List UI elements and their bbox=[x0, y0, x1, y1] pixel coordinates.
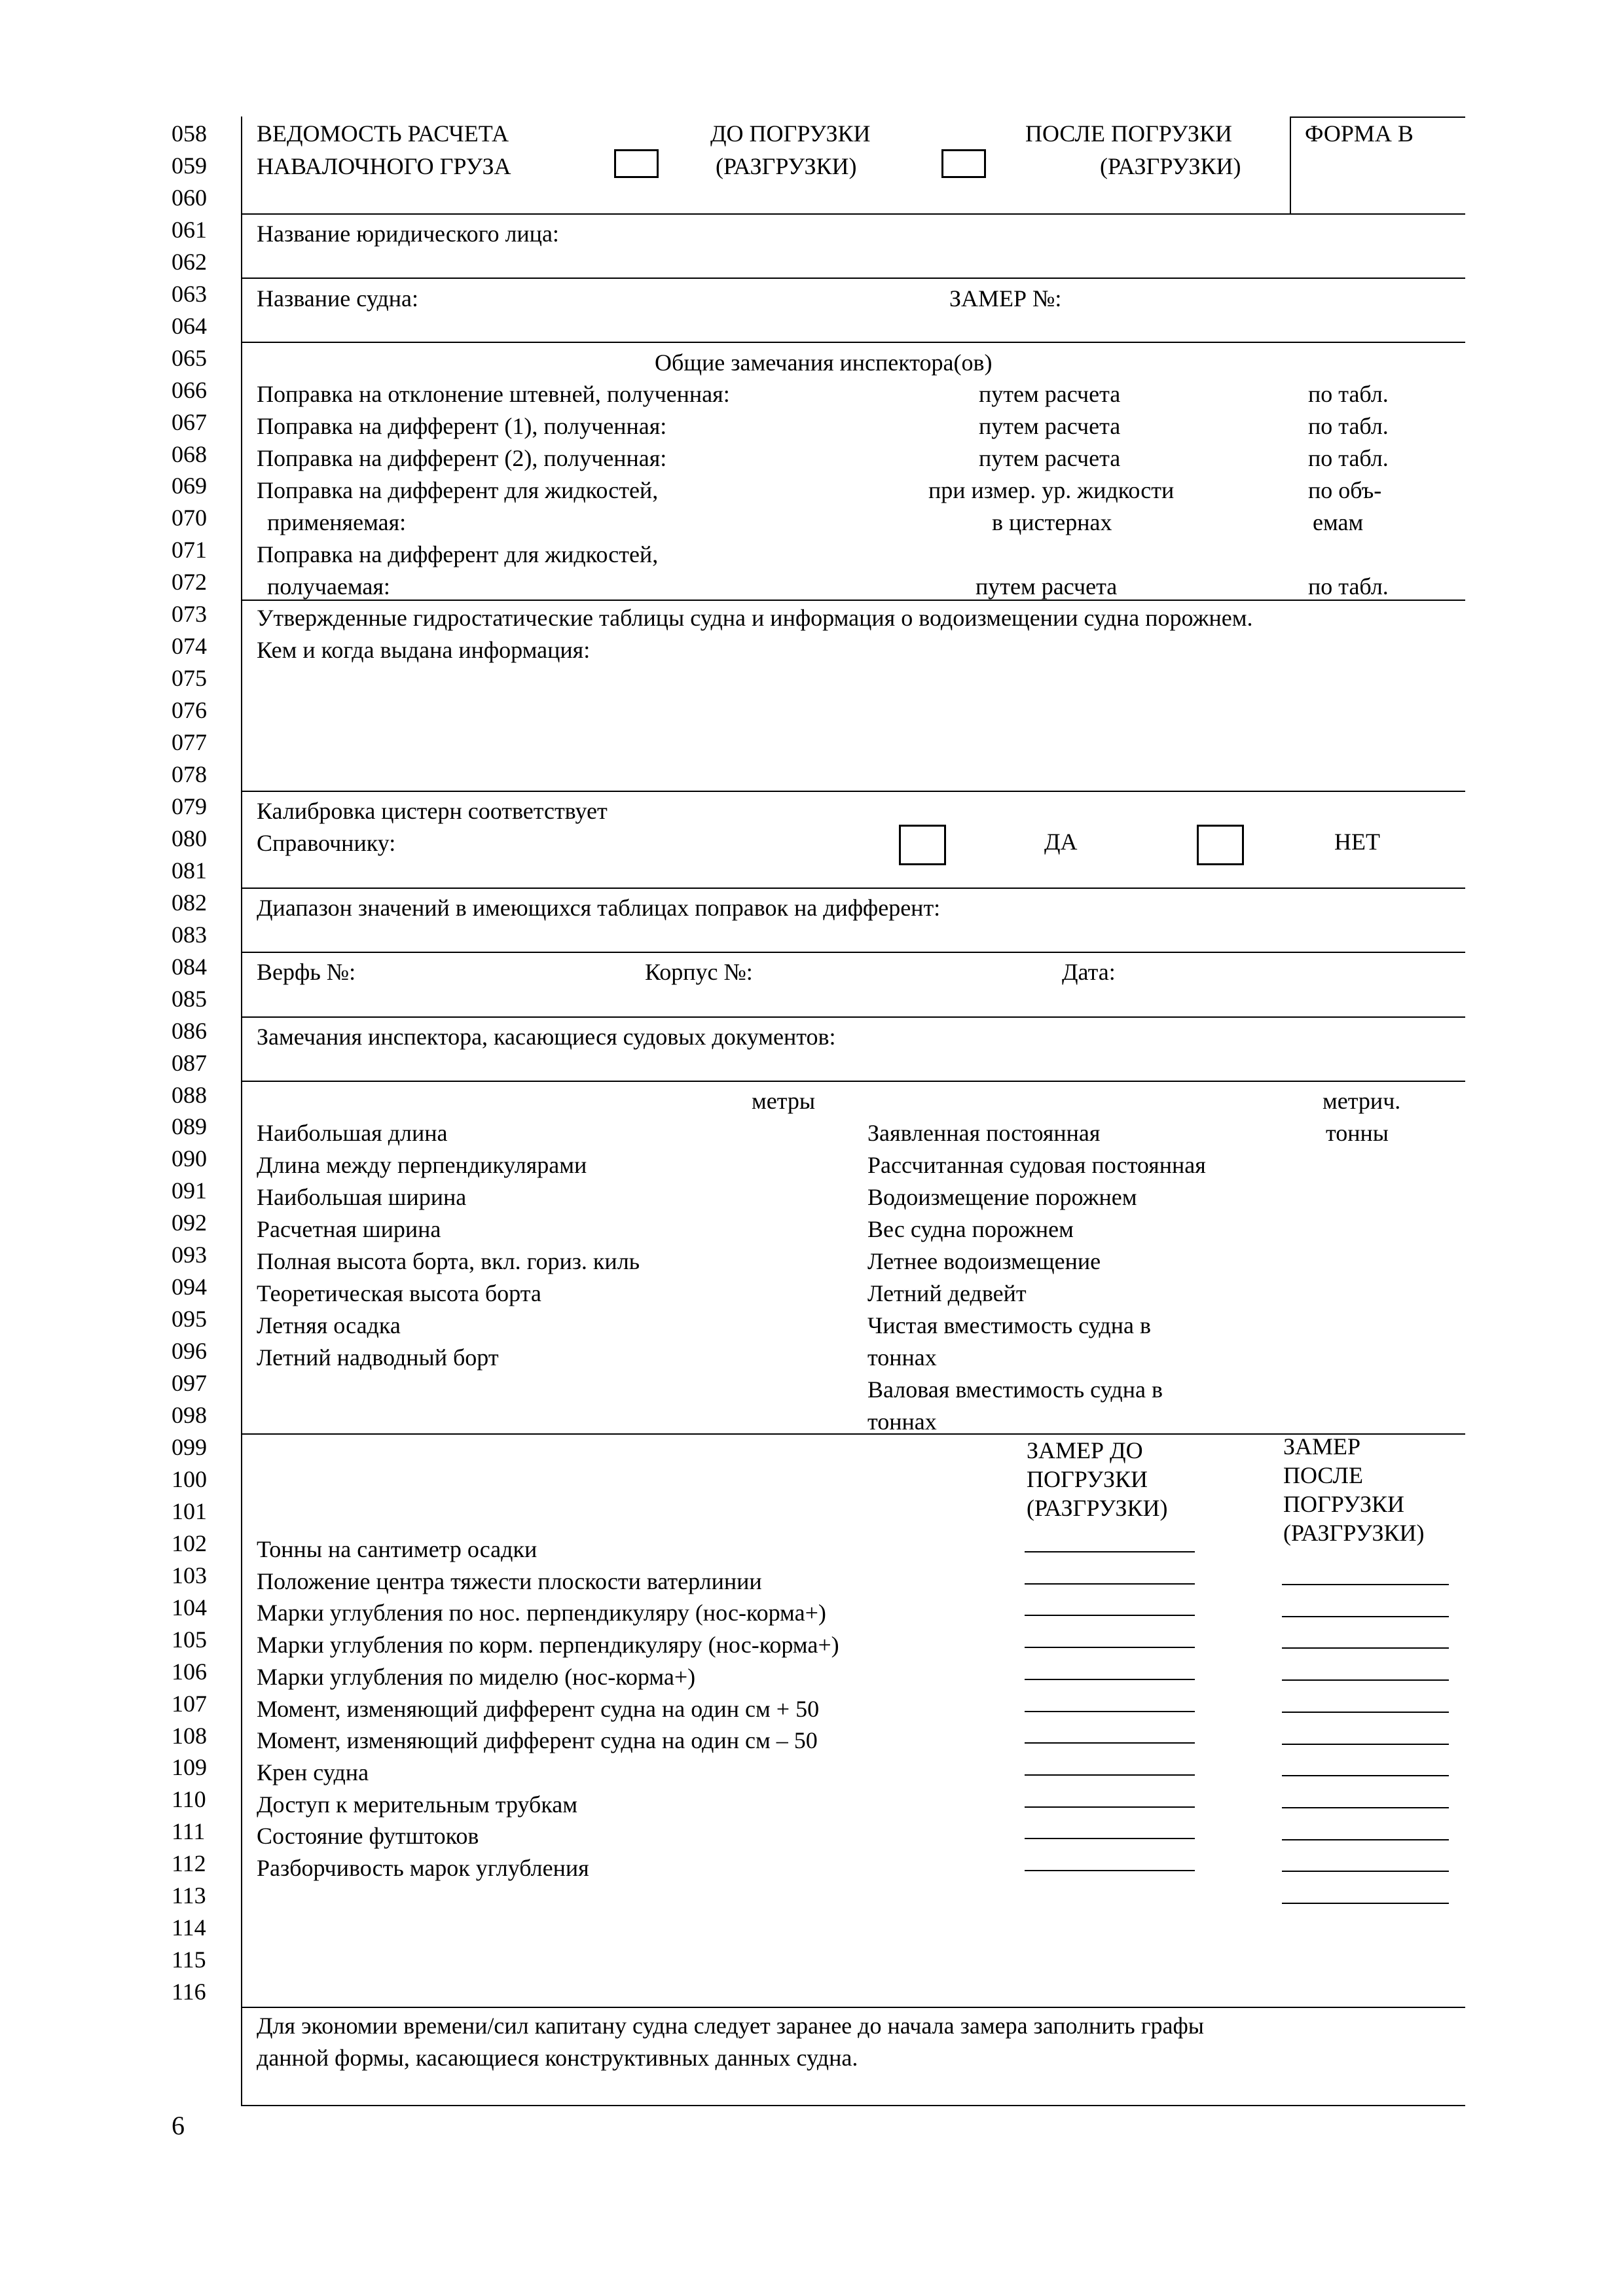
line-number: 068 bbox=[172, 440, 207, 467]
footer-note: данной формы, касающиеся конструктивных данных судна. bbox=[257, 2045, 858, 2071]
survey-item: Марки углубления по миделю (нос-корма+) bbox=[257, 1663, 696, 1690]
line-number: 070 bbox=[172, 505, 207, 531]
liquid-trim-applied-method: в цистернах bbox=[992, 509, 1112, 535]
line-number: 087 bbox=[172, 1049, 207, 1076]
rule bbox=[241, 2007, 1465, 2008]
tonnes-header: тонны bbox=[1326, 1120, 1389, 1146]
correction-label: Поправка на дифферент (2), полученная: bbox=[257, 445, 667, 471]
line-number: 083 bbox=[172, 921, 207, 948]
survey-item: Положение центра тяжести плоскости ватерлинии bbox=[257, 1568, 762, 1594]
liquid-trim-applied-label: Поправка на дифферент для жидкостей, bbox=[257, 477, 659, 503]
line-number: 075 bbox=[172, 665, 207, 692]
survey-before-blank[interactable] bbox=[1025, 1679, 1195, 1680]
line-number: 113 bbox=[172, 1882, 206, 1909]
meters-header: метры bbox=[752, 1088, 816, 1114]
survey-before-blank[interactable] bbox=[1025, 1615, 1195, 1616]
after-loading-label: (РАЗГРУЗКИ) bbox=[1100, 153, 1241, 179]
line-number: 114 bbox=[172, 1914, 206, 1941]
weight-item: Чистая вместимость судна в bbox=[867, 1312, 1151, 1338]
form-cell-divider bbox=[1290, 117, 1291, 213]
rule bbox=[241, 278, 1465, 279]
survey-before-blank[interactable] bbox=[1025, 1711, 1195, 1712]
rule bbox=[241, 952, 1465, 953]
line-number: 084 bbox=[172, 953, 207, 980]
dimension-item: Летний надводный борт bbox=[257, 1344, 499, 1371]
line-number: 061 bbox=[172, 216, 207, 243]
survey-after-header-line: ПОСЛЕ bbox=[1283, 1462, 1363, 1488]
rule bbox=[241, 791, 1465, 792]
correction-table: по табл. bbox=[1308, 413, 1389, 439]
line-number: 108 bbox=[172, 1722, 207, 1749]
line-number: 072 bbox=[172, 569, 207, 596]
yes-checkbox[interactable] bbox=[899, 825, 946, 865]
inspector-remarks-title: Общие замечания инспектора(ов) bbox=[655, 350, 993, 376]
survey-after-blank[interactable] bbox=[1282, 1775, 1449, 1776]
rule bbox=[241, 1016, 1465, 1018]
survey-before-blank[interactable] bbox=[1025, 1774, 1195, 1776]
survey-before-header-line: ЗАМЕР ДО bbox=[1027, 1437, 1143, 1463]
dimension-item: Длина между перпендикулярами bbox=[257, 1152, 587, 1178]
line-number: 116 bbox=[172, 1979, 206, 2005]
line-number: 063 bbox=[172, 280, 207, 307]
weight-item: Рассчитанная судовая постоянная bbox=[867, 1152, 1206, 1178]
weight-item: Заявленная постоянная bbox=[867, 1120, 1101, 1146]
line-number: 065 bbox=[172, 344, 207, 371]
no-checkbox[interactable] bbox=[1197, 825, 1244, 865]
line-number: 076 bbox=[172, 697, 207, 724]
rule bbox=[241, 213, 1465, 215]
weight-item: Валовая вместимость судна в bbox=[867, 1376, 1163, 1403]
rule bbox=[1290, 117, 1465, 118]
line-number: 090 bbox=[172, 1145, 207, 1172]
survey-item: Доступ к мерительным трубкам bbox=[257, 1791, 578, 1818]
line-number: 096 bbox=[172, 1338, 207, 1365]
correction-table: по табл. bbox=[1308, 445, 1389, 471]
line-number: 071 bbox=[172, 537, 207, 564]
footer-note: Для экономии времени/сил капитану судна следует заранее до начала замера заполнить графы bbox=[257, 2013, 1204, 2039]
survey-after-blank[interactable] bbox=[1282, 1616, 1449, 1617]
survey-item: Марки углубления по нос. перпендикуляру (нос-корма+) bbox=[257, 1600, 826, 1626]
before-loading-label: (РАЗГРУЗКИ) bbox=[716, 153, 857, 179]
page-number: 6 bbox=[172, 2111, 185, 2140]
rule bbox=[241, 600, 1465, 601]
liquid-trim-obtained-table: по табл. bbox=[1308, 573, 1389, 600]
line-number: 088 bbox=[172, 1081, 207, 1108]
line-number: 106 bbox=[172, 1658, 207, 1685]
survey-after-blank[interactable] bbox=[1282, 1679, 1449, 1681]
line-number: 093 bbox=[172, 1242, 207, 1268]
survey-before-blank[interactable] bbox=[1025, 1742, 1195, 1744]
left-border bbox=[241, 117, 242, 2106]
line-number: 073 bbox=[172, 601, 207, 628]
line-number: 101 bbox=[172, 1498, 207, 1524]
line-number: 095 bbox=[172, 1306, 207, 1333]
survey-before-blank[interactable] bbox=[1025, 1806, 1195, 1808]
rule bbox=[241, 888, 1465, 889]
survey-item: Разборчивость марок углубления bbox=[257, 1855, 589, 1881]
survey-before-blank[interactable] bbox=[1025, 1583, 1195, 1585]
survey-after-blank[interactable] bbox=[1282, 1744, 1449, 1745]
line-number: 085 bbox=[172, 985, 207, 1012]
before-loading-checkbox[interactable] bbox=[614, 149, 659, 178]
line-number: 079 bbox=[172, 793, 207, 819]
weight-item: Водоизмещение порожнем bbox=[867, 1184, 1137, 1210]
line-number: 062 bbox=[172, 248, 207, 275]
line-number: 066 bbox=[172, 376, 207, 403]
liquid-trim-applied-label: применяемая: bbox=[267, 509, 407, 535]
survey-after-blank[interactable] bbox=[1282, 1807, 1449, 1808]
rule bbox=[241, 342, 1465, 343]
liquid-trim-obtained-method: путем расчета bbox=[976, 573, 1118, 600]
tank-calibration-label: Справочнику: bbox=[257, 830, 396, 856]
survey-before-blank[interactable] bbox=[1025, 1551, 1195, 1552]
weight-item: тоннах bbox=[867, 1344, 937, 1371]
line-number: 091 bbox=[172, 1177, 207, 1204]
line-number: 086 bbox=[172, 1017, 207, 1044]
weight-item: Вес судна порожнем bbox=[867, 1216, 1074, 1242]
line-number: 102 bbox=[172, 1530, 207, 1556]
after-loading-checkbox[interactable] bbox=[941, 149, 986, 178]
line-number: 074 bbox=[172, 633, 207, 660]
form-title: НАВАЛОЧНОГО ГРУЗА bbox=[257, 153, 511, 179]
issued-by-label: Кем и когда выдана информация: bbox=[257, 637, 591, 663]
dimension-item: Полная высота борта, вкл. гориз. киль bbox=[257, 1248, 640, 1274]
hydrostatic-tables-note: Утвержденные гидростатические таблицы судна и информация о водоизмещении судна порожнем. bbox=[257, 605, 1253, 631]
survey-before-blank[interactable] bbox=[1025, 1870, 1195, 1871]
survey-item: Тонны на сантиметр осадки bbox=[257, 1536, 538, 1562]
survey-after-header-line: (РАЗГРУЗКИ) bbox=[1283, 1520, 1425, 1546]
liquid-trim-applied-method: при измер. ур. жидкости bbox=[928, 477, 1175, 503]
tank-calibration-label: Калибровка цистерн соответствует bbox=[257, 798, 608, 824]
line-number: 058 bbox=[172, 120, 207, 147]
liquid-trim-obtained-label: Поправка на дифферент для жидкостей, bbox=[257, 541, 659, 567]
correction-label: Поправка на дифферент (1), полученная: bbox=[257, 413, 667, 439]
line-number: 099 bbox=[172, 1433, 207, 1460]
survey-before-header-line: (РАЗГРУЗКИ) bbox=[1027, 1495, 1168, 1521]
line-number: 080 bbox=[172, 825, 207, 852]
line-number: 078 bbox=[172, 761, 207, 787]
correction-table: по табл. bbox=[1308, 381, 1389, 407]
hull-label: Корпус №: bbox=[645, 959, 753, 985]
legal-entity-label: Название юридического лица: bbox=[257, 221, 559, 247]
line-number: 064 bbox=[172, 312, 207, 339]
survey-after-header-line: ЗАМЕР bbox=[1283, 1433, 1361, 1460]
line-number: 103 bbox=[172, 1562, 207, 1588]
survey-after-blank[interactable] bbox=[1282, 1871, 1449, 1872]
form-id: ФОРМА В bbox=[1305, 120, 1413, 147]
dimension-item: Летняя осадка bbox=[257, 1312, 401, 1338]
survey-item: Марки углубления по корм. перпендикуляру (нос-корма+) bbox=[257, 1632, 839, 1659]
date-label: Дата: bbox=[1062, 959, 1116, 985]
line-number: 098 bbox=[172, 1402, 207, 1428]
liquid-trim-obtained-label: получаемая: bbox=[267, 573, 390, 600]
line-number: 077 bbox=[172, 729, 207, 756]
form-title: ВЕДОМОСТЬ РАСЧЕТА bbox=[257, 120, 509, 147]
survey-after-blank[interactable] bbox=[1282, 1712, 1449, 1713]
line-number: 067 bbox=[172, 408, 207, 435]
measurement-number-label: ЗАМЕР №: bbox=[949, 285, 1062, 312]
survey-after-header-line: ПОГРУЗКИ bbox=[1283, 1491, 1404, 1517]
line-number: 110 bbox=[172, 1786, 206, 1813]
after-loading-label: ПОСЛЕ ПОГРУЗКИ bbox=[1025, 120, 1232, 147]
survey-after-blank[interactable] bbox=[1282, 1647, 1449, 1649]
line-number: 107 bbox=[172, 1690, 207, 1717]
before-loading-label: ДО ПОГРУЗКИ bbox=[710, 120, 871, 147]
survey-item: Момент, изменяющий дифферент судна на один см – 50 bbox=[257, 1727, 818, 1754]
line-number: 081 bbox=[172, 857, 207, 884]
line-number: 105 bbox=[172, 1626, 207, 1653]
no-label: НЕТ bbox=[1334, 829, 1380, 855]
yes-label: ДА bbox=[1044, 829, 1078, 855]
survey-before-blank[interactable] bbox=[1025, 1838, 1195, 1839]
dimension-item: Теоретическая высота борта bbox=[257, 1280, 541, 1306]
vessel-name-label: Название судна: bbox=[257, 285, 419, 312]
survey-item: Крен судна bbox=[257, 1759, 369, 1785]
line-number: 082 bbox=[172, 889, 207, 916]
weight-item: Летний дедвейт bbox=[867, 1280, 1027, 1306]
survey-before-header-line: ПОГРУЗКИ bbox=[1027, 1466, 1148, 1492]
line-number: 111 bbox=[172, 1818, 206, 1845]
dimension-item: Наибольшая ширина bbox=[257, 1184, 467, 1210]
rule bbox=[241, 1081, 1465, 1082]
survey-after-blank[interactable] bbox=[1282, 1839, 1449, 1840]
rule bbox=[241, 2105, 1465, 2106]
trim-tables-range-label: Диапазон значений в имеющихся таблицах поправок на дифферент: bbox=[257, 895, 941, 921]
survey-after-blank[interactable] bbox=[1282, 1903, 1449, 1904]
correction-label: Поправка на отклонение штевней, полученная: bbox=[257, 381, 730, 407]
line-number: 059 bbox=[172, 152, 207, 179]
line-number: 115 bbox=[172, 1946, 206, 1973]
line-number: 092 bbox=[172, 1210, 207, 1236]
survey-item: Момент, изменяющий дифферент судна на один см + 50 bbox=[257, 1695, 820, 1722]
weight-item: тоннах bbox=[867, 1408, 937, 1435]
line-number: 089 bbox=[172, 1113, 207, 1140]
line-number: 100 bbox=[172, 1465, 207, 1492]
weight-item: Летнее водоизмещение bbox=[867, 1248, 1101, 1274]
correction-method: путем расчета bbox=[979, 445, 1121, 471]
tonnes-header: метрич. bbox=[1322, 1088, 1401, 1114]
line-number: 104 bbox=[172, 1594, 207, 1621]
line-number: 109 bbox=[172, 1754, 207, 1781]
line-number: 097 bbox=[172, 1370, 207, 1397]
line-number: 112 bbox=[172, 1850, 206, 1877]
liquid-trim-applied-table: емам bbox=[1313, 509, 1364, 535]
dimension-item: Расчетная ширина bbox=[257, 1216, 441, 1242]
survey-item: Состояние футштоков bbox=[257, 1823, 479, 1850]
doc-remarks-label: Замечания инспектора, касающиеся судовых документов: bbox=[257, 1024, 836, 1050]
survey-after-blank[interactable] bbox=[1282, 1584, 1449, 1585]
line-number: 060 bbox=[172, 184, 207, 211]
liquid-trim-applied-table: по объ- bbox=[1308, 477, 1382, 503]
line-number: 094 bbox=[172, 1274, 207, 1300]
correction-method: путем расчета bbox=[979, 381, 1121, 407]
shipyard-label: Верфь №: bbox=[257, 959, 356, 985]
dimension-item: Наибольшая длина bbox=[257, 1120, 448, 1146]
survey-before-blank[interactable] bbox=[1025, 1647, 1195, 1648]
rule bbox=[241, 1433, 1465, 1435]
line-number: 069 bbox=[172, 473, 207, 499]
correction-method: путем расчета bbox=[979, 413, 1121, 439]
